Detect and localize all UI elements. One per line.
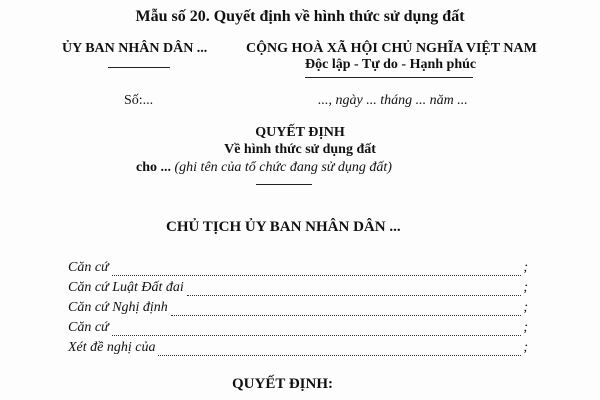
fill-in-blank <box>171 302 522 316</box>
basis-terminator: ; <box>523 300 528 315</box>
basis-terminator: ; <box>523 320 528 335</box>
basis-line <box>68 298 528 316</box>
fill-in-blank <box>112 322 522 336</box>
recipient-note: (ghi tên của tổ chức đang sử dụng đất) <box>174 160 392 175</box>
motto-underline <box>305 77 473 78</box>
chairman-heading: CHỦ TỊCH ỦY BAN NHÂN DÂN ... <box>166 219 401 235</box>
national-motto: Độc lập - Tự do - Hạnh phúc <box>305 57 477 72</box>
recipient-prefix: cho ... <box>136 160 171 175</box>
basis-label: Xét đề nghị của <box>68 340 156 355</box>
decides-heading: QUYẾT ĐỊNH: <box>232 376 333 392</box>
decision-subject: Về hình thức sử dụng đất <box>224 142 376 157</box>
subject-underline <box>256 184 312 185</box>
fill-in-blank <box>112 262 522 276</box>
basis-label: Căn cứ Nghị định <box>68 300 168 315</box>
basis-line <box>68 278 528 296</box>
basis-line <box>68 318 528 336</box>
place-and-date: ..., ngày ... tháng ... năm ... <box>318 93 468 108</box>
agency-underline <box>108 67 170 68</box>
basis-label: Căn cứ Luật Đất đai <box>68 280 184 295</box>
basis-terminator: ; <box>523 260 528 275</box>
basis-label: Căn cứ <box>68 320 109 335</box>
basis-line <box>68 338 528 356</box>
country-name: CỘNG HOÀ XÃ HỘI CHỦ NGHĨA VIỆT NAM <box>246 41 537 56</box>
fill-in-blank <box>158 342 521 356</box>
basis-label: Căn cứ <box>68 260 109 275</box>
basis-terminator: ; <box>523 340 528 355</box>
basis-line <box>68 258 528 276</box>
basis-terminator: ; <box>523 280 528 295</box>
document-number: Số:... <box>124 93 154 108</box>
form-title: Mẫu số 20. Quyết định về hình thức sử dụng đất <box>135 8 465 25</box>
fill-in-blank <box>187 282 522 296</box>
issuing-agency: ỦY BAN NHÂN DÂN ... <box>62 41 208 56</box>
decision-recipient-line <box>136 160 392 176</box>
decision-heading: QUYẾT ĐỊNH <box>255 125 345 140</box>
